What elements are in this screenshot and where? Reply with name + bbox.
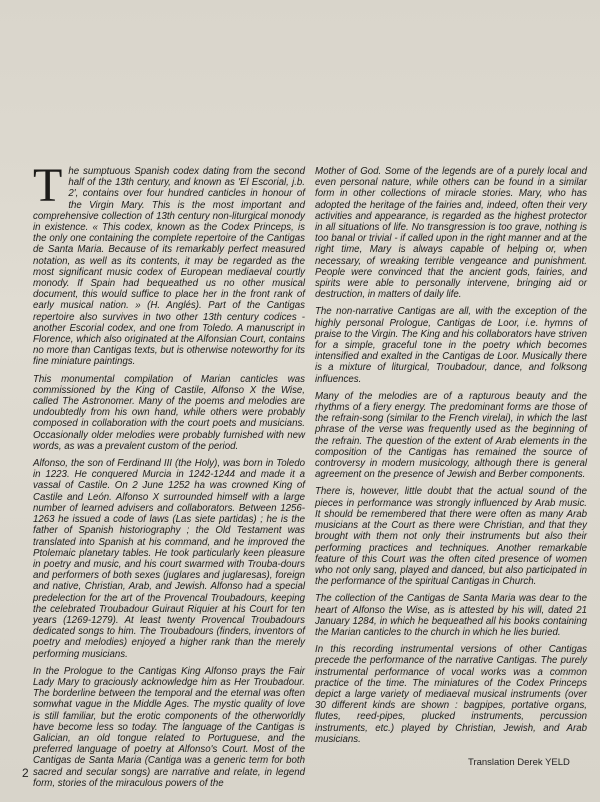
paragraph-melodies: Many of the melodies are of a rapturous beauty and the rhythms of a fiery energy. The predominant forms are those of the refrain-song (similar to the French virelai), in which the last phrase of the verse was frequently used as the beginning of the refrain. The question of the extent of Arab elements in the composition of the Cantigas has remained the source of controversy in modern musicology, although there is general agreement on the presence of Jewish and Berber components. bbox=[315, 390, 587, 481]
drop-cap: T bbox=[33, 159, 63, 212]
right-column bbox=[315, 166, 587, 751]
paragraph-prologue: In the Prologue to the Cantigas King Alfonso prays the Fair Lady Mary to graciously acknowledge him as Her Troubadour. The borderline between the temporal and the eternal was often somwhat vague in the Middle Ages. The mystic quality of love is still familiar, but the erotic components of the otherworldly have become less so today. The language of the Cantigas is Galician, an old tongue related to Portuguese, and the preferred language of poetry at Alfonso's Court. Most of the Cantigas de Santa Maria (Cantiga was a generic term for both sacred and secular songs) are narrative and relate, in legend form, stories of the miraculous powers of the bbox=[33, 665, 305, 789]
paragraph-legends: Mother of God. Some of the legends are of a purely local and even personal nature, while others can be found in a similar form in other collections of miracle stories. Mary, who has adopted the heritage of the fairies and, indeed, often their very activities and appearance, is regarded as the highest protector in all situations of life. No transgression is too grave, nothing is too banal or trivial - if called upon in the right manner and at the right time, Mary is always capable of helping or, when necessary, of wreaking terrible vengeance and punishment. People were convinced that the ancient gods, fairies, and spirits were able to personally intervene, bringing aid or destruction, in matters of daily life. bbox=[315, 166, 587, 301]
paragraph-recording: In this recording instrumental versions of other Cantigas precede the performance of the narrative Cantigas. The purely instrumental performance of vocal works was a common practice of the time. The miniatures of the Codex Princeps depict a large variety of mediaeval musical instruments (over 30 different kinds are shown : bagpipes, portative organs, flutes, reed-pipes, plucked instruments, percussion instruments, etc.) played by Christian, Jewish, and Arab musicians. bbox=[315, 644, 587, 745]
paragraph-collection: The collection of the Cantigas de Santa Maria was dear to the heart of Alfonso the Wise, as is attested by his will, dated 21 January 1284, in which he bequeathed all his books containing the Marian canticles to the church in which he lies buried. bbox=[315, 593, 587, 638]
paragraph-non-narrative: The non-narrative Cantigas are all, with the exception of the highly personal Prologue, Cantigas de Loor, i.e. hymns of praise to the Virgin. The King and his collaborators have striven for a simple, graceful tone in the poetry which becomes intensified and exalted in the Cantigas de Loor. Musically there is a mixture of liturgical, Troubadour, dance, and folksong influences. bbox=[315, 306, 587, 385]
left-column bbox=[33, 159, 305, 795]
page-number: 2 bbox=[22, 766, 29, 780]
paragraph-alfonso: Alfonso, the son of Ferdinand III (the Holy), was born in Toledo in 1223. He conquered Murcia in 1242-1244 and made it a vassal of Castile. On 2 June 1252 ha was crowned King of Castile and León. Alfonso X surrounded himself with a large number of learned advisers and collaborators. Between 1256-1263 he issued a code of laws (Las siete partidas) ; he is the father of Spanish historiography ; the Old Testament was translated into Spanish at his command, and he improved the Ptolemaic planetary tables. He took particularly keen pleasure in poetry and music, and his court swarmed with Trouba-dours and performers of both sexes (juglares and juglaresas), foreign and native, Christian, Arab, and Jewish. Alfonso had a special predelection for the art of the Provencal Troubadours, keeping the celebrated Troubadour Guiraut Riquier at his Court for ten years (1269-1279). At least twenty Provencal Troubadours dedicated songs to him. The Troubadours (finders, inventors of poetry and melodies) enjoyed a higher rank than the merely performing musicians. bbox=[33, 458, 305, 660]
paragraph-intro bbox=[33, 159, 305, 368]
paragraph-intro-text: he sumptuous Spanish codex dating from the second half of the 13th century, and known as 'El Escorial, j.b. 2', contains over four hundred canticles in honour of the Virgin Mary. This is the most important and comprehensive collection of 13th century non-liturgical monody in existence. « This codex, known as the Codex Princeps, is the only one containing the complete repertoire of the Cantigas de Santa Maria. Because of its remarkably perfect measured notation, as well as its contents, it may be regarded as the most significant music codex of European mediaeval courtly monody. If Spain had bequeathed us no other musical document, this would suffice to place her in the front rank of early musical nation. » (H. Anglés). Part of the Cantigas repertoire also survives in two other 13th century codices - another Escorial codex, and one from Toledo. A manuscript in Florence, which also originated at the Alfonsian Court, contains no more than Cantigas texts, but is otherwise noteworthy for its fine miniature paintings. bbox=[33, 166, 305, 368]
translation-credit: Translation Derek YELD bbox=[468, 757, 570, 768]
paragraph-compilation: This monumental compilation of Marian canticles was commissioned by the King of Castile, Alfonso X the Wise, called The Astronomer. Many of the poems and melodies are undoubtedly from his own hand, while others were probably composed in collaboration with the court poets and musicians. Occasionally older melodies were probably furnished with new words, as was a prevalent custom of the period. bbox=[33, 373, 305, 452]
paragraph-arab-music: There is, however, little doubt that the actual sound of the pieces in performance was strongly influenced by Arab music. It should be remembered that there were often as many Arab musicians at the Court as there were Christian, and that they brought with them not only their instruments but also their performing practices and techniques. Another remarkable feature of this Court was the often cited presence of women who not only sang, played and danced, but also participated in the performance of the spiritual Cantigas in Church. bbox=[315, 486, 587, 588]
